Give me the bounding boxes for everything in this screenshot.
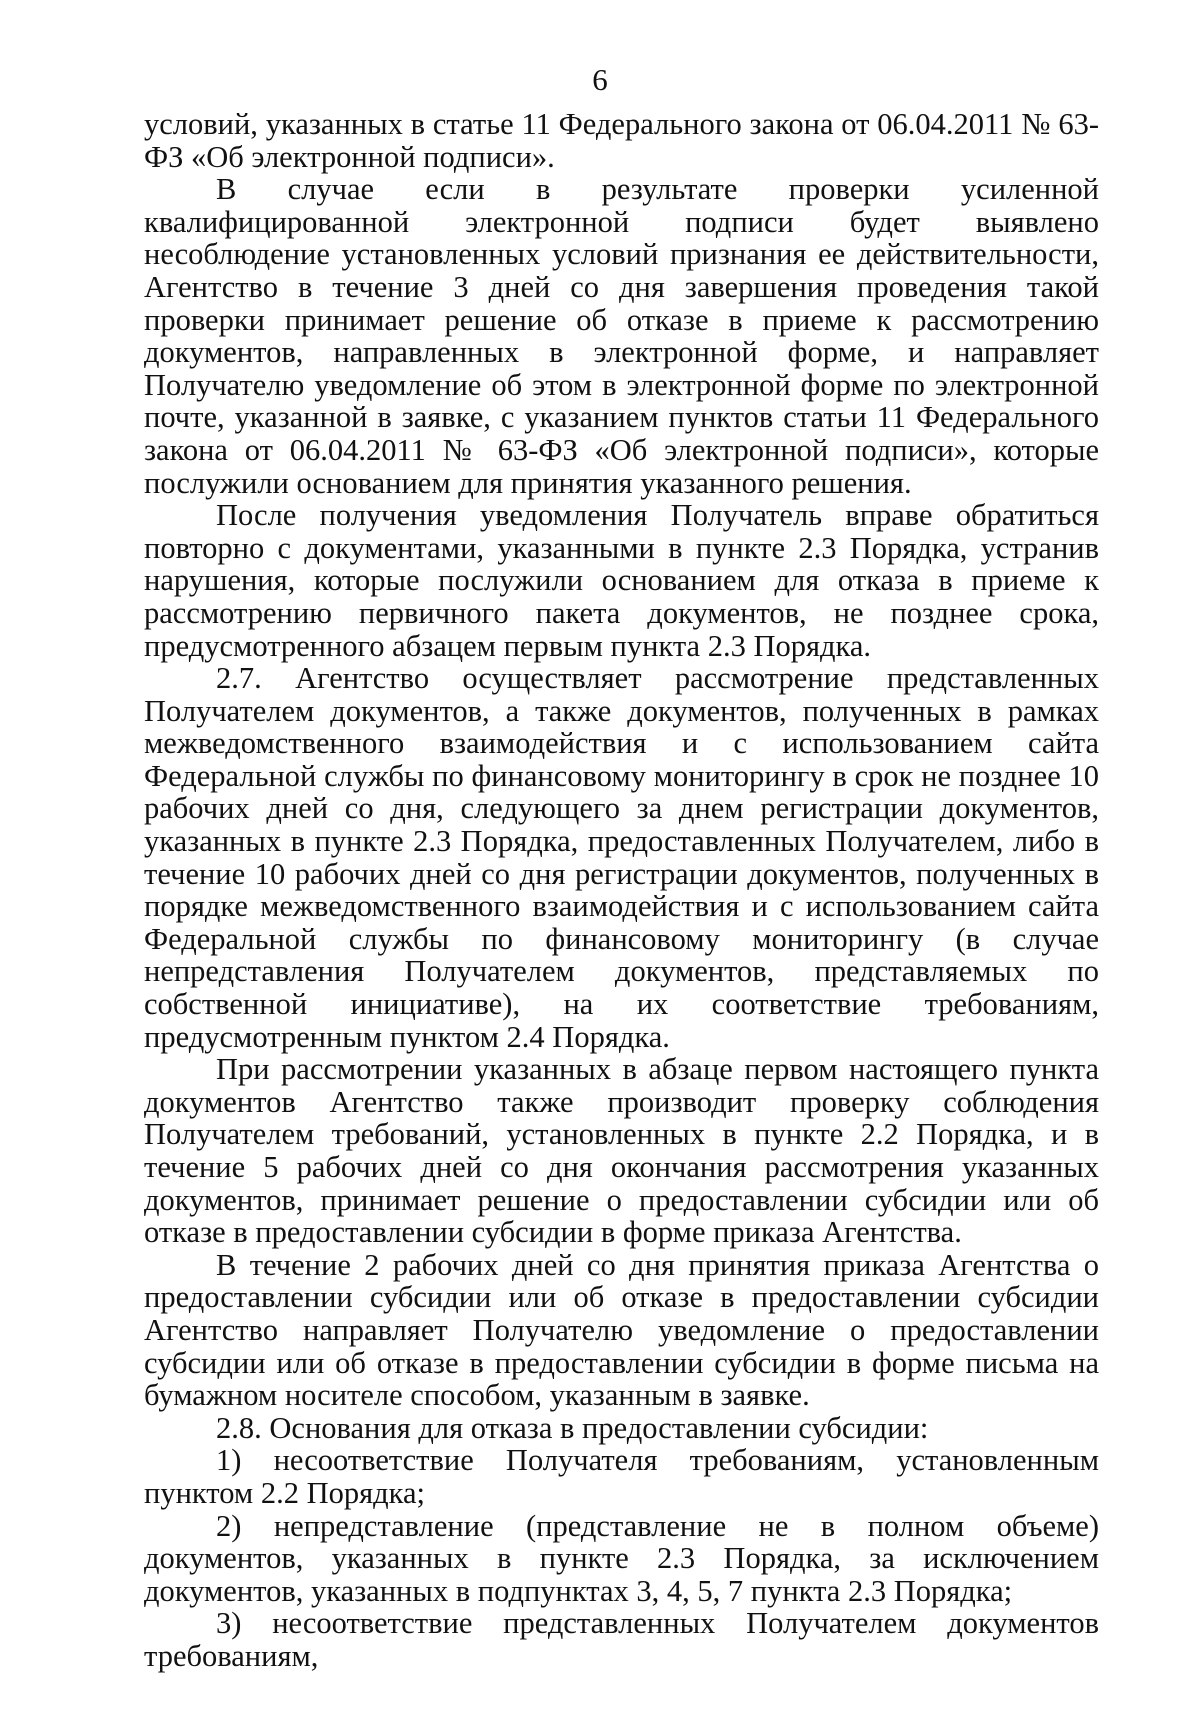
paragraph: 2.8. Основания для отказа в предоставлении субсидии: <box>216 1410 929 1445</box>
paragraph: После получения уведомления Получатель вправе обратиться повторно с документами, указанными в пункте 2.3 Порядка, устранив нарушения, которые послужили основанием для отказа в приеме к рассмотрению первичного пакета документов, не позднее срока, предусмотренного абзацем первым пункта 2.3 Порядка. <box>144 498 1099 663</box>
paragraph: В течение 2 рабочих дней со дня принятия приказа Агентства о предоставлении субсидии или об отказе в предоставлении субсидии Агентство направляет Получателю уведомление о предоставлении субсидии или об отказе в предоставлении субсидии в форме письма на бумажном носителе способом, указанным в заявке. <box>144 1247 1099 1413</box>
paragraph: При рассмотрении указанных в абзаце первом настоящего пункта документов Агентство также производит проверку соблюдения Получателем требований, установленных в пункте 2.2 Порядка, и в течение 5 рабочих дней со дня окончания рассмотрения указанных документов, принимает решение о предоставлении субсидии или об отказе в предоставлении субсидии в форме приказа Агентства. <box>144 1052 1099 1250</box>
paragraph: В случае если в результате проверки усиленной квалифицированной электронной подписи будет выявлено несоблюдение установленных условий признания ее действительности, Агентство в течение 3 дней со дня завершения проведения такой проверки принимает решение об отказе в приеме к рассмотрению документов, направленных в электронной форме, и направляет Получателю уведомление об этом в электронной форме по электронной почте, указанной в заявке, с указанием пунктов статьи 11 Федерального закона от 06.04.2011 № 63-ФЗ «Об электронной подписи», которые послужили основанием для принятия указанного решения. <box>144 172 1099 500</box>
paragraph: 3) несоответствие представленных Получателем документов требованиям, <box>144 1606 1099 1673</box>
paragraph: 2.7. Агентство осуществляет рассмотрение представленных Получателем документов, а также документов, полученных в рамках межведомственного взаимодействия и с использованием сайта Федеральной службы по финансовому мониторингу в срок не позднее 10 рабочих дней со дня, следующего за днем регистрации документов, указанных в пункте 2.3 Порядка, предоставленных Получателем, либо в течение 10 рабочих дней со дня регистрации документов, полученных в порядке межведомственного взаимодействия и с использованием сайта Федеральной службы по финансовому мониторингу (в случае непредставления Получателем документов, представляемых по собственной инициативе), на их соответствие требованиям, предусмотренным пунктом 2.4 Порядка. <box>144 661 1099 1054</box>
page-number: 6 <box>592 62 608 97</box>
paragraph: 2) непредставление (представление не в полном объеме) документов, указанных в пункте 2.3 Порядка, за исключением документов, указанных в подпунктах 3, 4, 5, 7 пункта 2.3 Порядка; <box>144 1508 1099 1608</box>
paragraph: 1) несоответствие Получателя требованиям, установленным пунктом 2.2 Порядка; <box>144 1443 1099 1510</box>
document-body <box>144 108 1099 1673</box>
paragraph: условий, указанных в статье 11 Федерального закона от 06.04.2011 № 63-ФЗ «Об электронной подписи». <box>144 107 1099 174</box>
